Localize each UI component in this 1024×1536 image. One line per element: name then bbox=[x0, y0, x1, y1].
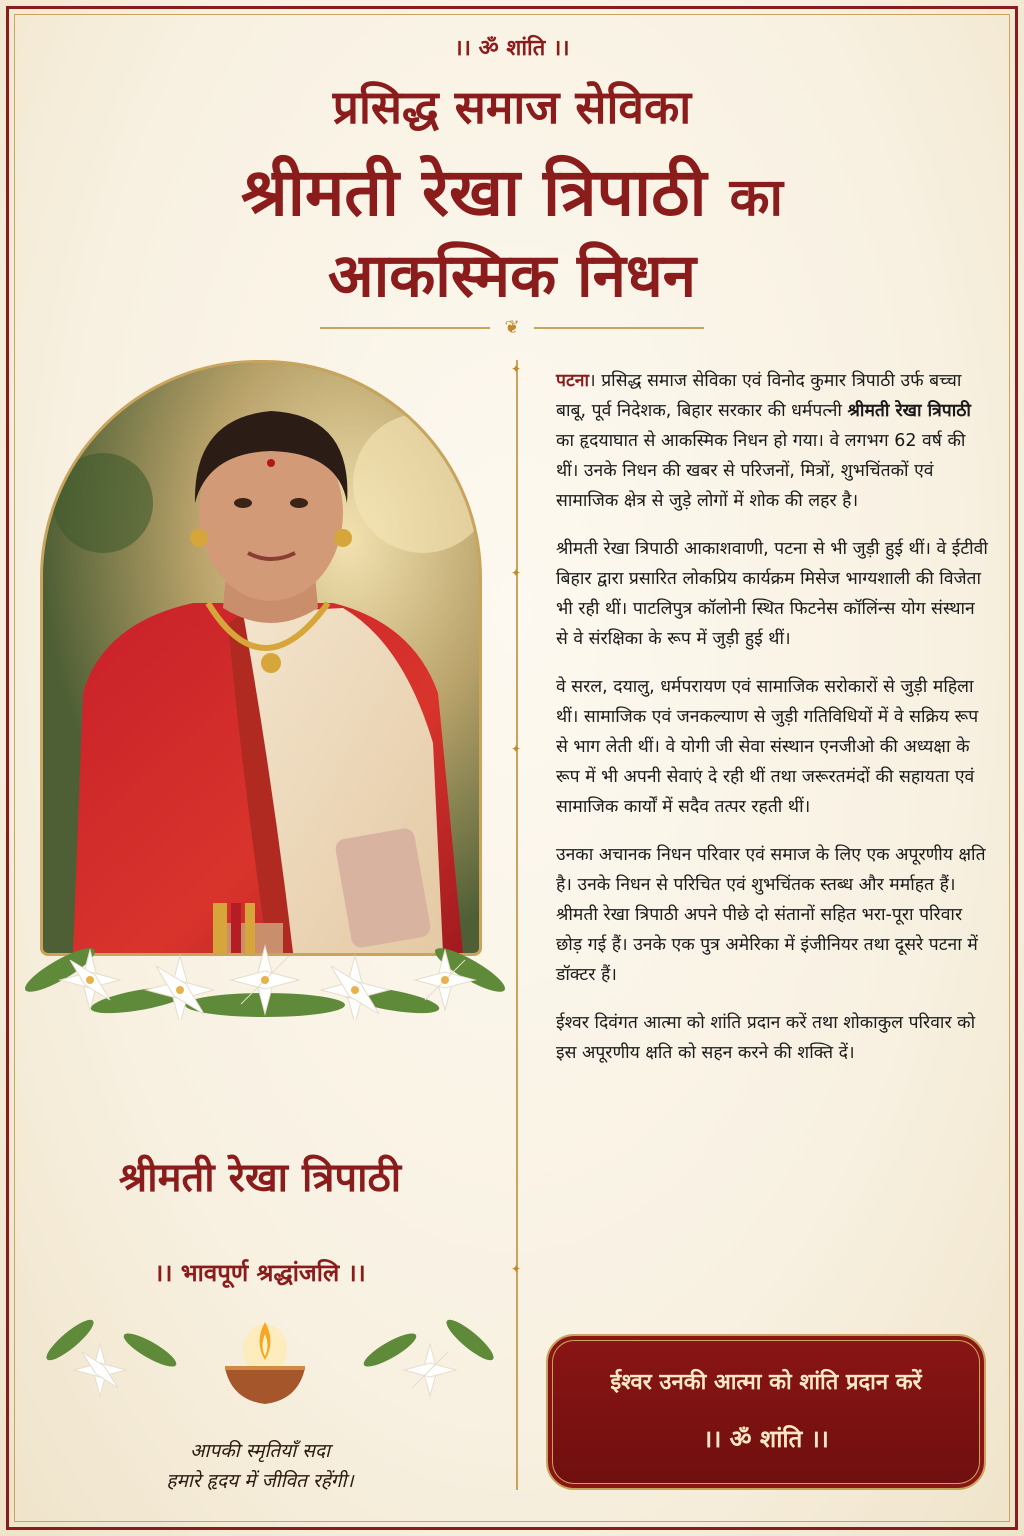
om-shanti-footer: ।। ॐ शांति ।। bbox=[703, 1425, 829, 1453]
article-paragraph-3: वे सरल, दयालु, धर्मपरायण एवं सामाजिक सरोकारों से जुड़ी महिला थीं। सामाजिक एवं जनकल्याण से जुड़ी गतिविधियों में वे सक्रिय रूप से भाग लेती थीं। वे योगी जी सेवा संस्थान एनजीओ की अध्यक्षा के रूप में भी अपनी सेवाएं दे रही थीं तथा जरूरतमंदों की सहायता एवं सामाजिक कार्यों में सदैव तत्पर रहती थीं। bbox=[556, 677, 979, 817]
prayer-text: ईश्वर उनकी आत्मा को शांति प्रदान करें bbox=[610, 1370, 922, 1395]
article-paragraph-2: श्रीमती रेखा त्रिपाठी आकाशवाणी, पटना से भी जुड़ी हुई थीं। वे ईटीवी बिहार द्वारा प्रसारित लोकप्रिय कार्यक्रम मिसेज भाग्यशाली की विजेता भी रही थीं। पाटलिपुत्र कॉलोनी स्थित फिटनेस कॉलिंन्स योग संस्थान से वे संरक्षिका के रूप में जुड़ी हुई थीं। bbox=[556, 539, 988, 649]
portrait-frame bbox=[40, 360, 482, 956]
lotus-leaf-icon: ❦ bbox=[504, 317, 520, 338]
portrait-image bbox=[43, 363, 479, 953]
highlighted-name: श्रीमती रेखा त्रिपाठी bbox=[847, 401, 971, 421]
title-line-3: आकस्मिक निधन bbox=[327, 241, 697, 311]
dateline: पटना bbox=[556, 371, 590, 391]
memory-line-2: हमारे हृदय में जीवित रहेंगी। bbox=[166, 1470, 354, 1492]
diya-lamp-with-lilies bbox=[30, 1300, 500, 1430]
divider-line-right bbox=[534, 327, 704, 329]
title-line-1: प्रसिद्ध समाज सेविका bbox=[332, 80, 692, 134]
article-paragraph-5: ईश्वर दिवंगत आत्मा को शांति प्रदान करें तथा शोकाकुल परिवार को इस अपूरणीय क्षति को सहन करने की शक्ति दें। bbox=[556, 1013, 976, 1063]
divider-line-left bbox=[320, 327, 490, 329]
divider-ornament-icon: ✦ bbox=[511, 566, 522, 580]
divider-ornament-icon: ✦ bbox=[511, 1262, 522, 1276]
deceased-name: श्रीमती रेखा त्रिपाठी bbox=[118, 1155, 402, 1201]
title-line-2 bbox=[0, 154, 1024, 231]
paragraph-text: । प्रसिद्ध समाज सेविका एवं विनोद कुमार त्रिपाठी उर्फ बच्चा बाबू, पूर्व निदेशक, बिहार सरकार की धर्मपत्नी bbox=[556, 371, 962, 421]
column-divider bbox=[516, 360, 518, 1490]
lily-flowers-decoration bbox=[20, 880, 510, 1020]
article-body bbox=[556, 366, 988, 1086]
paragraph-text: का हृदयाघात से आकस्मिक निधन हो गया। वे लगभग 62 वर्ष की थीं। उनके निधन की खबर से परिजनों, मित्रों, शुभचिंतकों एवं सामाजिक क्षेत्र से जुड़े लोगों में शोक की लहर है। bbox=[556, 431, 966, 511]
title-name: श्रीमती रेखा त्रिपाठी bbox=[241, 154, 707, 231]
title-ka: का bbox=[729, 168, 783, 228]
article-paragraph-1 bbox=[556, 366, 988, 516]
article-paragraph-4: उनका अचानक निधन परिवार एवं समाज के लिए एक अपूरणीय क्षति है। उनके निधन से परिचित एवं शुभचिंतक स्तब्ध और मर्माहत हैं। श्रीमती रेखा त्रिपाठी अपने पीछे दो संतानों सहित भरा-पूरा परिवार छोड़ गई हैं। उनके एक पुत्र अमेरिका में इंजीनियर तथा दूसरे पटना में डॉक्टर हैं। bbox=[556, 845, 986, 985]
memory-quote bbox=[40, 1436, 480, 1496]
om-shanti-header: ।। ॐ शांति ।। bbox=[454, 36, 570, 61]
memory-line-1: आपकी स्मृतियाँ सदा bbox=[189, 1440, 331, 1462]
title-divider bbox=[320, 318, 704, 338]
divider-ornament-icon: ✦ bbox=[511, 742, 522, 756]
prayer-box bbox=[546, 1334, 986, 1490]
tribute-text: ।। भावपूर्ण श्रद्धांजलि ।। bbox=[154, 1259, 366, 1287]
divider-ornament-icon: ✦ bbox=[511, 362, 522, 376]
